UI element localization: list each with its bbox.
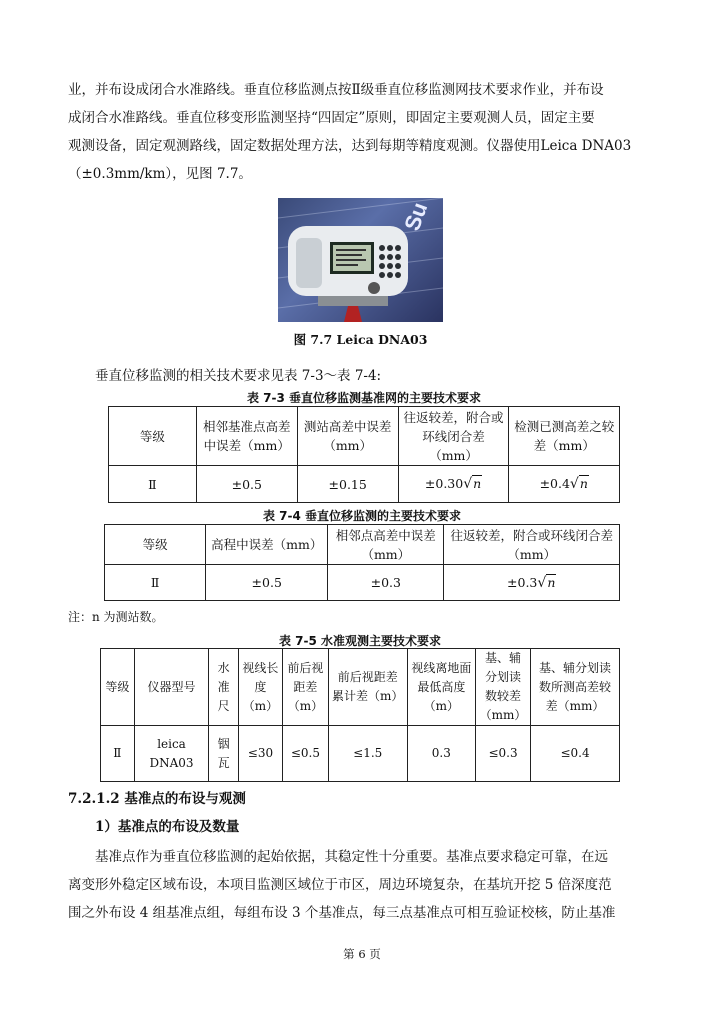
table-header: 等级 <box>109 407 197 466</box>
table-7-5 <box>100 648 620 782</box>
table-header: 检测已测高差之较差（mm） <box>509 407 620 466</box>
table-header: 仪器型号 <box>134 649 209 726</box>
table-header: 水准尺 <box>209 649 239 726</box>
table-7-5-title: 表 7-5 水准观测主要技术要求 <box>278 634 442 648</box>
sqrt-symbol: √ <box>463 476 473 492</box>
table-cell <box>444 565 620 601</box>
table-header: 相邻点高差中误差（mm） <box>328 525 444 565</box>
table-cell: ≤30 <box>238 726 282 782</box>
table-cell: ±0.5 <box>206 565 328 601</box>
table-header: 视线长度（m） <box>238 649 282 726</box>
table-7-3-title: 表 7-3 垂直位移监测基准网的主要技术要求 <box>246 391 482 405</box>
table-note: 注：n 为测站数。 <box>68 610 164 624</box>
table-header: 前后视距差累计差（m） <box>328 649 407 726</box>
table-cell: leica DNA03 <box>134 726 209 782</box>
table-cell: ±0.5 <box>196 466 297 503</box>
table-cell: ≤1.5 <box>328 726 407 782</box>
sqrt-var: n <box>579 476 588 491</box>
cell-value: ±0.3 <box>507 574 538 590</box>
table-header: 等级 <box>101 649 135 726</box>
lead-paragraph <box>68 362 660 390</box>
intro-paragraph <box>68 76 660 188</box>
table-header: 往返较差，附合或环线闭合差（mm） <box>444 525 620 565</box>
table-header: 测站高差中误差（mm） <box>297 407 398 466</box>
section-heading: 7.2.1.2 基准点的布设与观测 <box>68 791 246 807</box>
table-cell: ±0.3 <box>328 565 444 601</box>
table-header: 高程中误差（mm） <box>206 525 328 565</box>
leica-dna03-photo <box>278 198 443 322</box>
sqrt-var: n <box>547 574 556 590</box>
table-header: 等级 <box>105 525 206 565</box>
section-line: 离变形外稳定区域布设，本项目监测区域位于市区，周边环境复杂，在基坑开挖 5 倍深度范 <box>68 877 612 893</box>
section-line: 基准点作为垂直位移监测的起始依据，其稳定性十分重要。基准点要求稳定可靠，在远 <box>95 849 608 865</box>
table-header: 基、辅分划读数所测高差较差（mm） <box>531 649 620 726</box>
intro-line: （±0.3mm/km），见图 7.7。 <box>68 166 252 182</box>
table-cell: Ⅱ <box>105 565 206 601</box>
table-header: 基、辅分划读数较差（mm） <box>476 649 531 726</box>
table-cell: 铟瓦 <box>209 726 239 782</box>
table-7-4-title: 表 7-4 垂直位移监测的主要技术要求 <box>262 509 462 523</box>
table-7-3 <box>108 406 620 503</box>
subsection-heading: 1）基准点的布设及数量 <box>95 819 240 835</box>
table-cell: Ⅱ <box>101 726 135 782</box>
cell-value: ±0.30 <box>424 476 464 491</box>
lead-text: 垂直位移监测的相关技术要求见表 7-3～表 7-4: <box>95 368 382 384</box>
table-header: 相邻基准点高差中误差（mm） <box>196 407 297 466</box>
sqrt-symbol: √ <box>569 476 579 492</box>
table-cell: ±0.15 <box>297 466 398 503</box>
table-header: 视线离地面最低高度（m） <box>407 649 475 726</box>
intro-line: 业，并布设成闭合水准路线。垂直位移监测点按Ⅱ级垂直位移监测网技术要求作业，并布设 <box>68 82 604 98</box>
table-cell <box>398 466 509 503</box>
figure-caption: 图 7.7 Leica DNA03 <box>293 332 428 347</box>
sqrt-symbol: √ <box>537 574 547 591</box>
table-header: 往返较差，附合或环线闭合差（mm） <box>398 407 509 466</box>
section-line: 围之外布设 4 组基准点组，每组布设 3 个基准点，每三点基准点可相互验证校核，防止基准 <box>68 905 616 921</box>
intro-line: 成闭合水准路线。垂直位移变形监测坚持“四固定”原则，即固定主要观测人员，固定主要 <box>68 110 595 126</box>
table-7-4 <box>104 524 620 601</box>
table-cell <box>509 466 620 503</box>
instrument-illustration <box>278 198 443 322</box>
table-cell: ≤0.5 <box>282 726 328 782</box>
cell-value: ±0.4 <box>539 476 570 491</box>
table-cell: 0.3 <box>407 726 475 782</box>
sqrt-var: n <box>473 476 482 491</box>
section-paragraph <box>68 843 660 927</box>
device-brand-text: Su <box>399 198 433 234</box>
page-number: 第 6 页 <box>343 947 381 961</box>
table-cell: Ⅱ <box>109 466 197 503</box>
table-cell: ≤0.3 <box>476 726 531 782</box>
table-header: 前后视距差（m） <box>282 649 328 726</box>
intro-line: 观测设备，固定观测路线，固定数据处理方法，达到每期等精度观测。仪器使用Leica DNA03 <box>68 138 632 154</box>
table-cell: ≤0.4 <box>531 726 620 782</box>
